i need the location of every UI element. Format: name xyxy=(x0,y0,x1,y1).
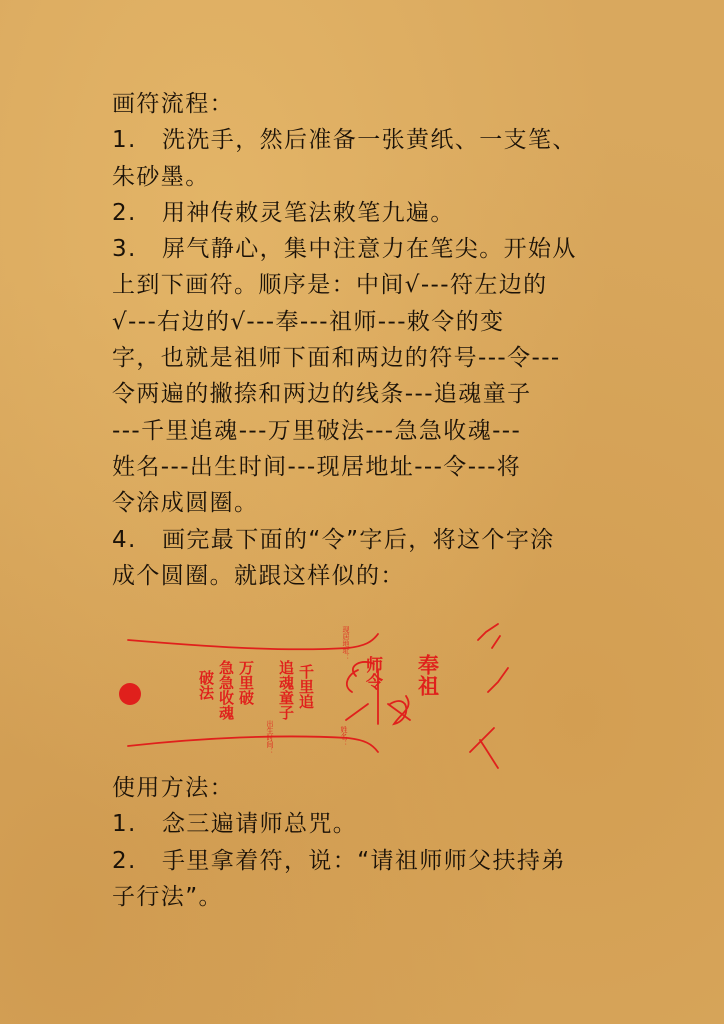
step-line xyxy=(112,485,620,521)
step-text: 念三遍请师总咒。 xyxy=(162,811,358,838)
procedure-section xyxy=(112,86,620,594)
step-number: 2. xyxy=(112,847,137,874)
step-text: ---千里追魂---万里破法---急急收魂--- xyxy=(112,417,522,444)
talisman-column: 师令 xyxy=(362,656,382,690)
filled-circle-seal xyxy=(119,683,141,705)
talisman-column: 破法 xyxy=(197,670,215,700)
talisman-column: 千里追 xyxy=(297,664,315,709)
talisman-small-mark: 姓名： xyxy=(340,726,348,747)
step-text: 字，也就是祖师下面和两边的符号---令--- xyxy=(112,345,561,372)
step-text: 用神传敕灵笔法敕笔九遍。 xyxy=(162,199,455,226)
step-text: 手里拿着符，说：“请祖师师父扶持弟 xyxy=(162,847,566,874)
step-text: 洗洗手，然后准备一张黄纸、一支笔、 xyxy=(162,127,577,154)
step-line xyxy=(112,231,620,267)
step-line xyxy=(112,122,620,158)
talisman-lines xyxy=(128,624,508,768)
step-line xyxy=(112,558,620,594)
usage-line xyxy=(112,806,620,842)
step-text: 画完最下面的“令”字后，将这个字涂 xyxy=(162,526,555,553)
step-text: 朱砂墨。 xyxy=(112,163,210,190)
step-line xyxy=(112,522,620,558)
step-line xyxy=(112,413,620,449)
step-line xyxy=(112,376,620,412)
procedure-steps xyxy=(112,122,620,594)
talisman-small-mark: 出生时间： xyxy=(266,720,274,755)
step-line xyxy=(112,449,620,485)
step-text: √---右边的√---奉---祖师---敕令的变 xyxy=(112,308,505,335)
step-number: 1. xyxy=(112,127,137,154)
talisman-column: 奉祖 xyxy=(415,654,441,696)
talisman-column: 万里破 xyxy=(237,660,255,705)
talisman-illustration xyxy=(110,612,510,772)
talisman-column: 急急收魂 xyxy=(217,660,235,720)
usage-line xyxy=(112,843,620,879)
section-heading: 使用方法： xyxy=(112,775,234,801)
step-text: 屏气静心，集中注意力在笔尖。开始从 xyxy=(162,236,577,263)
step-text: 姓名---出生时间---现居地址---令---将 xyxy=(112,453,522,480)
step-line xyxy=(112,267,620,303)
step-text: 子行法”。 xyxy=(112,883,223,910)
step-text: 令涂成圆圈。 xyxy=(112,490,259,517)
talisman-column: 追魂童子 xyxy=(277,660,295,720)
talisman-small-mark: 现居地址： xyxy=(342,626,350,661)
step-line xyxy=(112,195,620,231)
step-line xyxy=(112,304,620,340)
usage-line xyxy=(112,879,620,915)
step-line xyxy=(112,340,620,376)
step-line xyxy=(112,159,620,195)
step-text: 成个圆圈。就跟这样似的： xyxy=(112,562,405,589)
step-number: 4. xyxy=(112,526,137,553)
step-number: 2. xyxy=(112,199,137,226)
usage-section xyxy=(112,770,620,915)
step-number: 1. xyxy=(112,811,137,838)
step-number: 3. xyxy=(112,236,137,263)
step-text: 上到下画符。顺序是：中间√---符左边的 xyxy=(112,272,548,299)
step-text: 令两遍的撇捺和两边的线条---追魂童子 xyxy=(112,381,532,408)
section-heading: 画符流程： xyxy=(112,91,234,117)
